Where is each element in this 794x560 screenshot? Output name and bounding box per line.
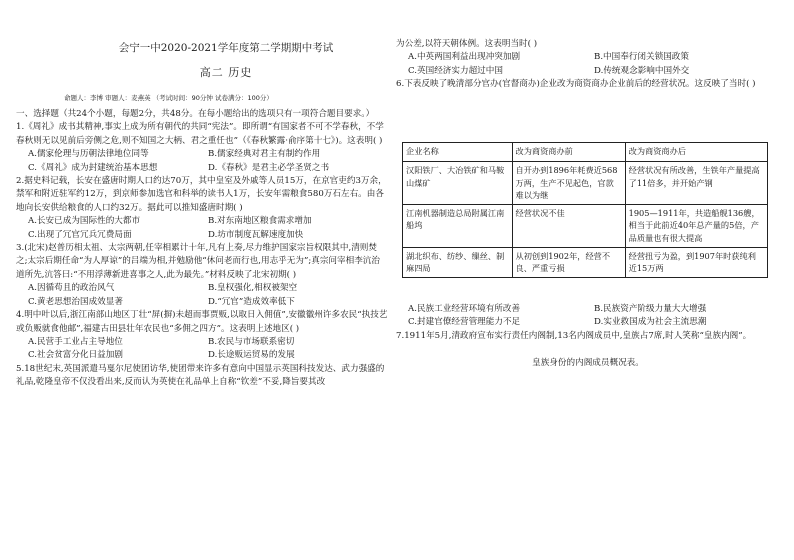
option-d: D.传统观念影响中国外交	[594, 65, 690, 76]
question-7-text: 7.1911年5月,清政府宣布实行责任内阁制,13名内阁成员中,皇族占7席,时人笑称“皇族内阁”。	[396, 330, 752, 341]
option-a: A.民族工业经营环境有所改善	[408, 304, 521, 314]
option-a: A.长安已成为国际性的大都市	[28, 216, 141, 227]
question-3	[16, 242, 388, 309]
table-cell: 经营状况不佳	[512, 204, 625, 247]
option-b: B.民族资产阶级力量大大增强	[594, 304, 707, 314]
table-row	[403, 204, 768, 247]
section-heading: 一、选择题（共24个小题，每题2分，共48分。在每小题给出的选项只有一项符合题目要求。）	[16, 109, 375, 119]
table-row	[403, 247, 768, 277]
right-bottom	[396, 303, 780, 371]
question-1	[16, 121, 388, 175]
table-cell: 经营扭亏为盈，到1907年时获纯利近15万两	[625, 247, 767, 277]
option-b: B.儒家经典对君主有制约作用	[208, 149, 321, 160]
table-cell: 1905—1911年，共造船舰136艘，相当于此前近40年总产量的5倍，产品质量也有很大提高	[625, 204, 767, 247]
option-d: D.长途贩运贸易的发展	[208, 350, 295, 361]
left-body	[16, 108, 388, 390]
exam-meta: 命题人：李博 审题人：麦燕英 （考试时间：90分钟 试卷满分：100分）	[64, 94, 273, 102]
question-3-text: 3.(北宋)赵普历相太祖、太宗两朝,任宰相累计十年,凡有上奏,尽力维护国家宗旨权限其中,清则焚之;太宗后期任命“为人厚谅”的吕端为相,并勉励他“休问老而行也,用志乎无为”;真宗问宰相李沆治道所先,沆答曰:“不用浮薄新进喜事之人,此为最先。”材料反映了北宋初期( )	[16, 243, 380, 280]
question-4-options	[16, 336, 388, 363]
table-header: 企业名称	[403, 143, 513, 162]
question-5-text-right: 为公差,以符天朝体例。这表明当时( )	[396, 39, 538, 49]
question-4-text: 4.明中叶以后,浙江南部山地区丁壮“屏(摒)未超而事贾贩,以取日入佣值”,安徽徽州许多农民“执技艺或负贩就食他邮”,福建古田县壮年农民也“多佣之四方”。这表明上述地区( )	[16, 310, 388, 334]
option-c: C.黄老思想治国成效显著	[28, 296, 123, 307]
table-header-row	[403, 143, 768, 162]
option-b: B.皇权强化,相权被架空	[208, 283, 298, 294]
option-d: D.《春秋》是君主必学圣贤之书	[208, 162, 330, 173]
option-a: A.因循苟且的政治风气	[28, 283, 115, 294]
option-d: D.实业救国成为社会主流思潮	[594, 317, 707, 328]
option-b: B.对东南地区粮食需求增加	[208, 216, 312, 227]
question-7-caption: 皇族身份的内阁成员概况表。	[532, 358, 644, 369]
option-b: B.农民与市场联系密切	[208, 336, 295, 347]
table-cell: 江南机器制造总局附属江南船坞	[403, 204, 513, 247]
table-header: 改为商资商办后	[625, 143, 767, 162]
table-cell: 湖北织布、纺纱、缫丝、制麻四局	[403, 247, 513, 277]
option-c: C.《周礼》成为封建统治基本思想	[28, 162, 158, 173]
question-5-text-left: 5.18世纪末,英国派遣马戛尔尼使团访华,使团带来许多有意向中国显示英国科技发达、武力强盛的礼品,乾隆皇帝不仅没看出来,反而认为英使在礼品单上自称“钦差”不妥,降旨要其改	[16, 363, 385, 388]
option-d: D.“冗官”造成效率低下	[208, 296, 295, 307]
enterprise-table	[402, 142, 768, 278]
option-c: C.英国经济实力超过中国	[408, 65, 503, 76]
option-c: C.出现了冗官冗兵冗费局面	[28, 229, 132, 240]
question-6-text: 6.下表反映了晚清部分官办(官督商办)企业改为商资商办企业前后的经营状况。这反映了当时( )	[396, 79, 756, 90]
right-top	[396, 38, 780, 92]
option-b: B.中国奉行闭关锁国政策	[594, 52, 689, 63]
option-a: A.中英两国利益出现冲突加剧	[408, 52, 521, 63]
table-cell: 自开办到1896年耗费近568万两，生产不见起色，官款难以为继	[512, 162, 625, 205]
exam-subtitle: 高二 历史	[199, 66, 253, 79]
question-2	[16, 175, 388, 242]
question-3-options	[16, 282, 388, 309]
question-4	[16, 309, 388, 363]
question-5-options	[396, 51, 780, 78]
table-row	[403, 162, 768, 205]
question-2-options	[16, 215, 388, 242]
option-c: C.社会贫富分化日益加剧	[28, 350, 123, 361]
table-cell: 经营状况有所改善，生铁年产量提高了11倍多，并开始产钢	[625, 162, 767, 205]
question-2-text: 2.据史料记载，长安在盛唐时期人口约达70万，其中皇室及外戚等人员15万，在京官吏约3万余，禁军和附近驻军约12万，到京师参加选官和科举的读书人1万，长安年需粮食580万石左右。由各地向长安供给粮食的人口约32万。据此可以推知盛唐时期( )	[16, 176, 387, 213]
option-d: D.坊市制度瓦解速度加快	[208, 229, 304, 240]
question-1-text: 1.《周礼》成书其精神,事实上成为所有朝代的共同“宪法”。即所谓“有国家者不可不学春秋，不学春秋则无以见前后旁侧之危,则不知国之大柄、君之重任也”（《春秋繁露·俞序第十七》)。这表明( )	[16, 122, 384, 146]
option-a: A.民营手工业占主导地位	[28, 336, 123, 347]
question-6-options	[396, 303, 780, 330]
table-cell: 汉阳铁厂、大冶铁矿和马鞍山煤矿	[403, 162, 513, 205]
table-cell: 从初创到1902年，经营不良、严重亏损	[512, 247, 625, 277]
table-header: 改为商资商办前	[512, 143, 625, 162]
option-c: C.封建官僚经营管理能力不足	[408, 317, 521, 328]
question-5-start	[16, 363, 388, 390]
exam-title: 会宁一中2020-2021学年度第二学期期中考试	[118, 42, 334, 54]
option-a: A.儒家伦理与历朝法律地位同等	[28, 149, 149, 160]
question-1-options	[16, 148, 388, 175]
